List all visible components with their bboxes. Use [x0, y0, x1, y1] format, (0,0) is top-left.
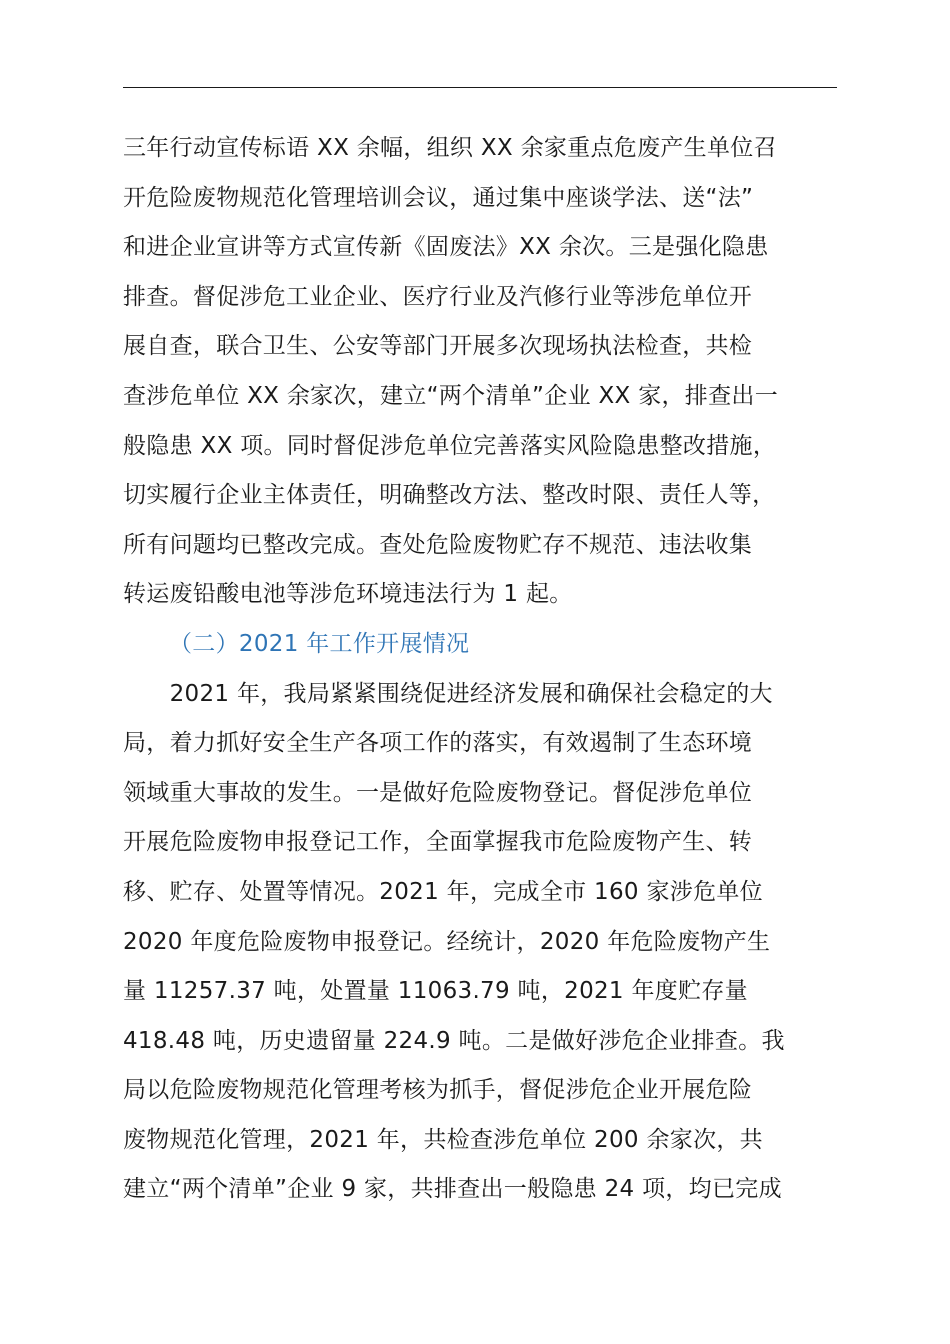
document-body	[123, 124, 863, 1215]
section-heading: （二）2021 年工作开展情况	[169, 630, 470, 657]
text-line: 排查。督促涉危工业企业、医疗行业及汽修行业等涉危单位开	[123, 283, 753, 310]
text-line: 开危险废物规范化管理培训会议，通过集中座谈学法、送“法”	[123, 184, 754, 211]
text-line: 转运废铅酸电池等涉危环境违法行为 1 起。	[123, 581, 573, 608]
text-line: 切实履行企业主体责任，明确整改方法、整改时限、责任人等，	[123, 482, 776, 509]
text-line: 和进企业宣讲等方式宣传新《固废法》XX 余次。三是强化隐患	[123, 234, 769, 261]
text-line: 领域重大事故的发生。一是做好危险废物登记。督促涉危单位	[123, 779, 753, 806]
text-line: 开展危险废物申报登记工作，全面掌握我市危险废物产生、转	[123, 829, 753, 856]
text-line: 2021 年，我局紧紧围绕促进经济发展和确保社会稳定的大	[123, 680, 773, 707]
text-line: 局以危险废物规范化管理考核为抓手，督促涉危企业开展危险	[123, 1077, 753, 1104]
text-line: 2020 年度危险废物申报登记。经统计，2020 年危险废物产生	[123, 928, 771, 955]
text-line: 所有问题均已整改完成。查处危险废物贮存不规范、违法收集	[123, 531, 753, 558]
text-line: 三年行动宣传标语 XX 余幅，组织 XX 余家重点危废产生单位召	[123, 135, 777, 161]
text-line: 局，着力抓好安全生产各项工作的落实，有效遏制了生态环境	[123, 730, 753, 757]
text-line: 418.48 吨，历史遗留量 224.9 吨。二是做好涉危企业排查。我	[123, 1027, 785, 1054]
text-line: 移、贮存、处置等情况。2021 年，完成全市 160 家涉危单位	[123, 878, 763, 905]
text-line: 建立“两个清单”企业 9 家，共排查出一般隐患 24 项，均已完成	[123, 1176, 782, 1203]
text-line: 般隐患 XX 项。同时督促涉危单位完善落实风险隐患整改措施，	[123, 432, 777, 459]
text-line: 量 11257.37 吨，处置量 11063.79 吨，2021 年度贮存量	[123, 978, 748, 1005]
header-rule	[123, 87, 837, 88]
text-line: 废物规范化管理，2021 年，共检查涉危单位 200 余家次，共	[123, 1126, 763, 1153]
text-line: 查涉危单位 XX 余家次，建立“两个清单”企业 XX 家，排查出一	[123, 382, 779, 409]
text-line: 展自查，联合卫生、公安等部门开展多次现场执法检查，共检	[123, 333, 753, 360]
